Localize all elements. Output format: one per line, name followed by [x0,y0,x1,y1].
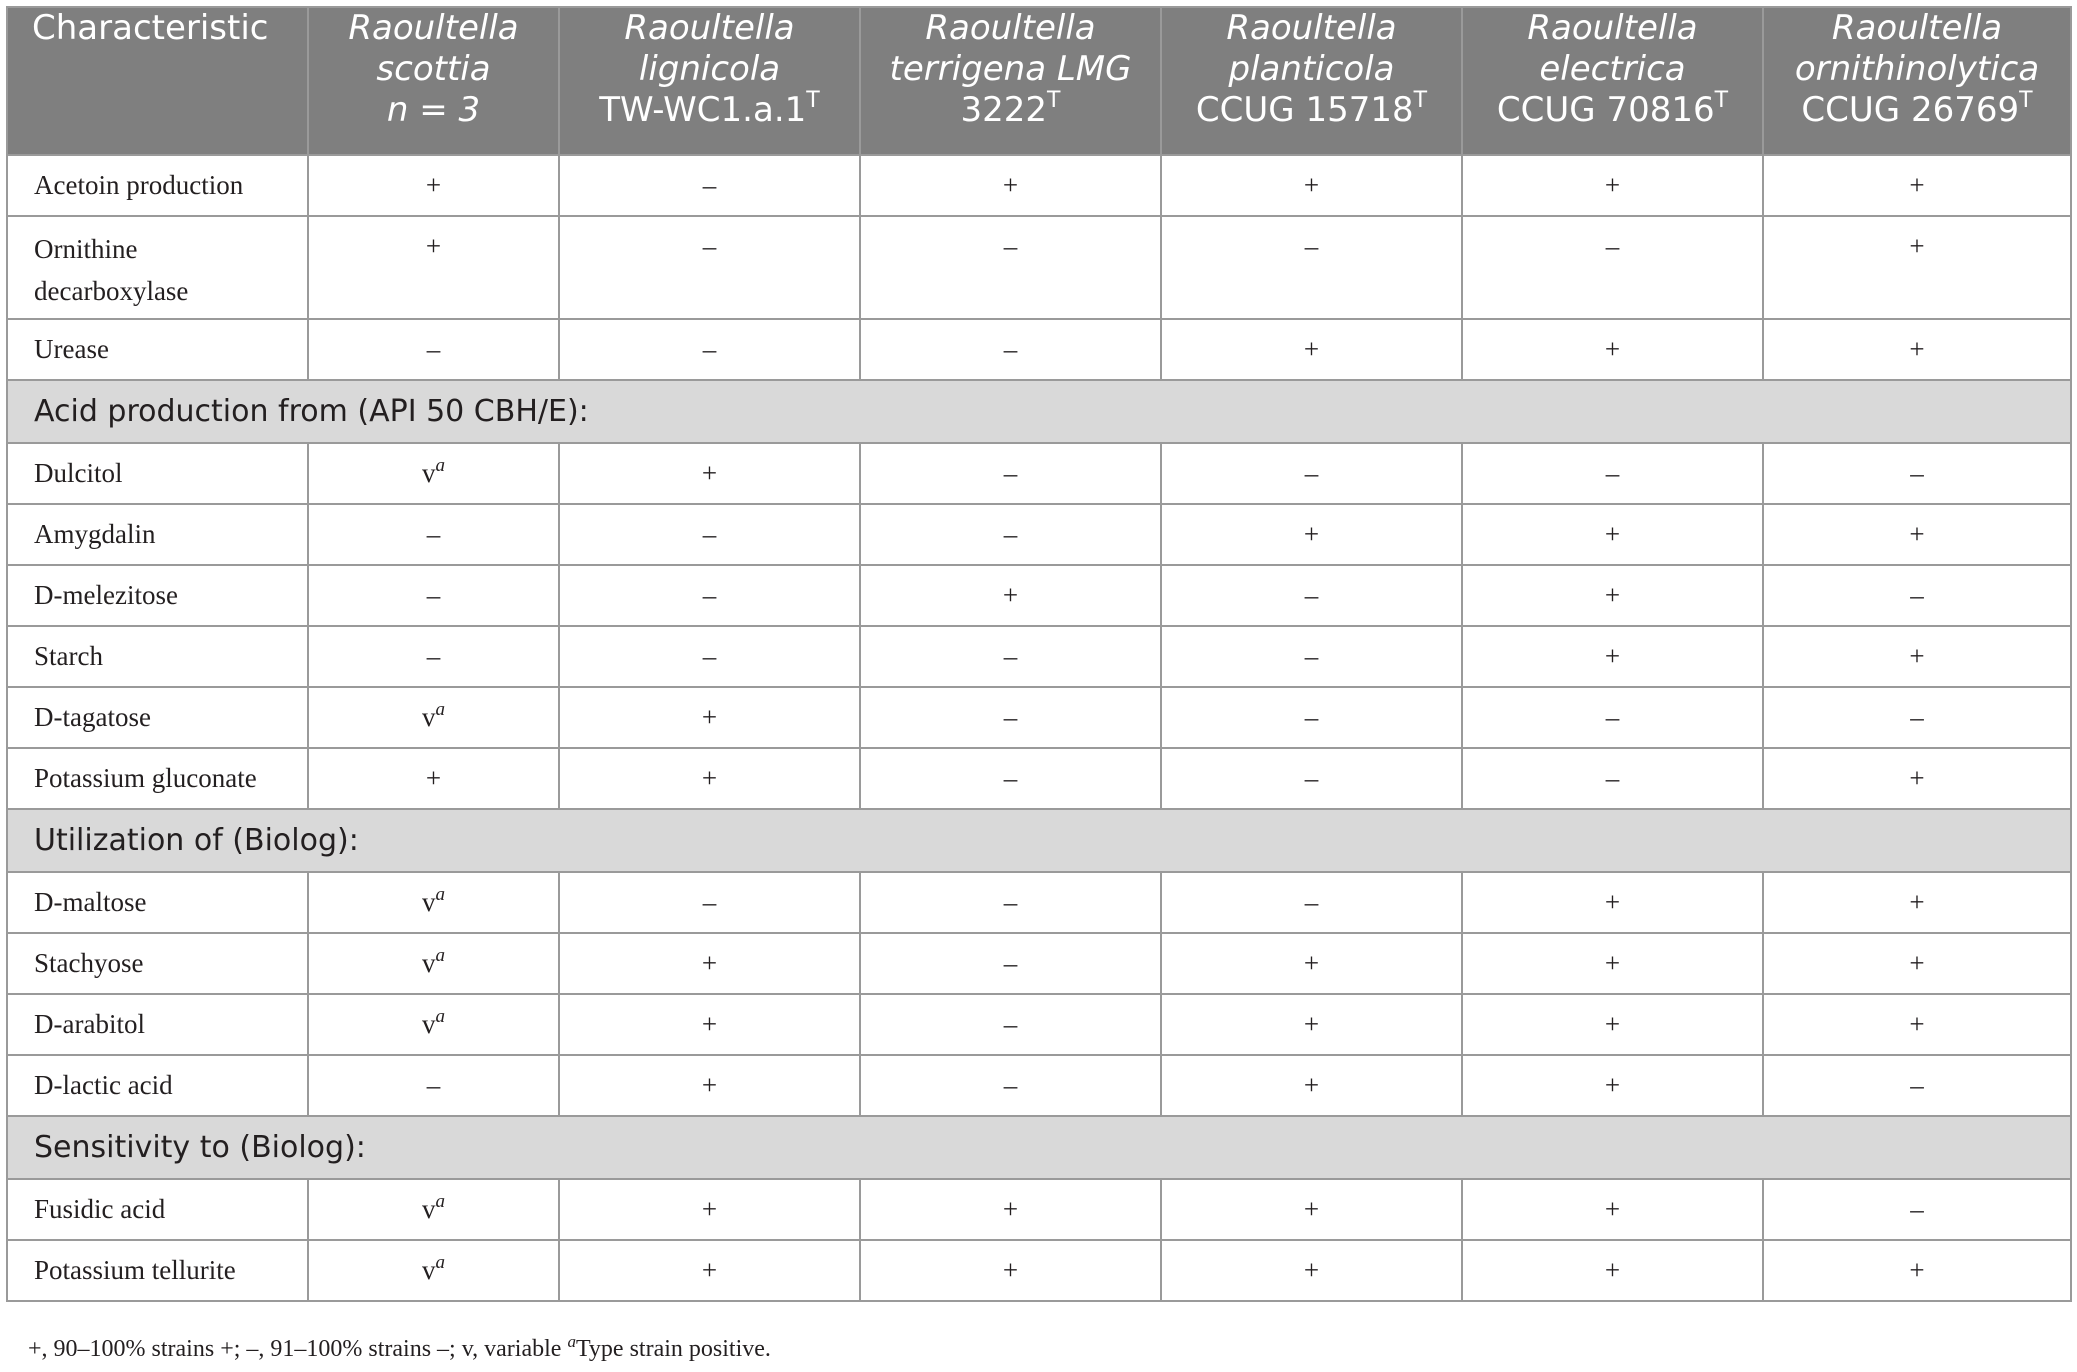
value-cell [559,155,860,216]
result-symbol: + [1909,763,1925,793]
species-genus: Raoultella [348,8,519,48]
value-cell [1462,1240,1763,1301]
trait-name-cell: Dulcitol [7,443,308,504]
result-symbol: + [701,1194,718,1224]
result-symbol: + [1002,170,1019,200]
result-symbol: + [1002,1194,1019,1224]
value-cell [559,687,860,748]
species-epithet: ornithinolytica [1794,49,2040,89]
value-cell [559,1179,860,1240]
species-epithet: planticola [1228,49,1395,89]
value-cell [1763,933,2071,994]
result-symbol: + [1604,948,1621,978]
table-row [7,872,2071,933]
value-cell [860,155,1161,216]
trait-name-cell: Potassium tellurite [7,1240,308,1301]
value-cell [1462,565,1763,626]
value-cell [1161,1055,1462,1116]
value-cell [308,504,559,565]
result-symbol: – [1003,763,1018,793]
variable-superscript: a [435,455,445,476]
result-symbol: + [1604,580,1621,610]
result-symbol: – [1003,641,1018,671]
value-cell [559,565,860,626]
result-symbol: + [1604,334,1621,364]
column-header-characteristic: Characteristic [7,7,308,155]
result-symbol: – [426,580,441,610]
section-header-row [7,1116,2071,1179]
result-symbol: + [1002,580,1019,610]
value-cell [1462,155,1763,216]
value-cell [308,565,559,626]
result-symbol: – [702,641,717,671]
footnote-superscript: a [567,1332,576,1351]
trait-name-cell: Ornithine decarboxylase [7,216,308,319]
result-symbol: + [701,763,718,793]
value-cell [1161,443,1462,504]
result-symbol: – [1003,458,1018,488]
value-cell [308,1240,559,1301]
value-cell [1763,319,2071,380]
strain-designation: CCUG 26769 [1801,90,2020,130]
result-symbol: – [1910,1070,1924,1100]
value-cell [1763,748,2071,809]
result-symbol: + [1909,1009,1925,1039]
value-cell [1763,626,2071,687]
strain-designation: CCUG 70816 [1496,90,1715,130]
result-symbol: v [422,702,436,732]
result-symbol: + [1303,170,1320,200]
type-strain-superscript: T [1413,88,1428,113]
value-cell [1763,565,2071,626]
value-cell [559,994,860,1055]
value-cell [1462,1179,1763,1240]
result-symbol: – [1003,1009,1018,1039]
species-genus: Raoultella [1831,8,2003,48]
strain-designation: n = 3 [386,90,481,130]
species-epithet: terrigena LMG [889,49,1132,89]
trait-name-cell: D-lactic acid [7,1055,308,1116]
value-cell [559,1055,860,1116]
species-genus: Raoultella [624,8,795,48]
result-symbol: – [1304,641,1319,671]
column-header-species [559,7,860,155]
value-cell [559,443,860,504]
table-row [7,1179,2071,1240]
value-cell [860,319,1161,380]
value-cell [559,626,860,687]
result-symbol: + [701,1070,718,1100]
strain-designation: TW-WC1.a.1 [599,90,807,130]
value-cell [308,687,559,748]
result-symbol: – [1003,948,1018,978]
value-cell [308,443,559,504]
result-symbol: – [1910,1194,1924,1224]
type-strain-superscript: T [806,88,820,113]
value-cell [1161,216,1462,319]
species-genus: Raoultella [1527,8,1698,48]
table-row [7,216,2071,319]
value-cell [1763,687,2071,748]
value-cell [1462,994,1763,1055]
table-row [7,155,2071,216]
type-strain-superscript: T [2019,88,2033,113]
species-epithet: electrica [1539,49,1686,89]
value-cell [1161,687,1462,748]
type-strain-superscript: T [1714,88,1729,113]
trait-name-cell: Amygdalin [7,504,308,565]
result-symbol: + [1002,1255,1019,1285]
result-symbol: + [1303,1194,1320,1224]
result-symbol: + [1909,887,1925,917]
variable-superscript: a [435,1191,445,1212]
value-cell [308,872,559,933]
footnote-text: +, 90–100% strains +; –, 91–100% strains –; v, variable [28,1336,568,1362]
result-symbol: + [1303,334,1320,364]
result-symbol: – [1003,231,1018,261]
value-cell [1161,872,1462,933]
result-symbol: – [1304,763,1319,793]
result-symbol: + [425,231,442,261]
table-body [7,155,2071,1301]
variable-superscript: a [435,1006,445,1027]
value-cell [1161,155,1462,216]
value-cell [860,626,1161,687]
value-cell [559,319,860,380]
value-cell [1161,504,1462,565]
value-cell [860,748,1161,809]
value-cell [1161,1240,1462,1301]
value-cell [1161,933,1462,994]
result-symbol: + [1604,519,1621,549]
value-cell [860,216,1161,319]
value-cell [1763,994,2071,1055]
result-symbol: + [1909,170,1925,200]
result-symbol: – [426,334,441,364]
column-header-species [860,7,1161,155]
trait-name-cell: Urease [7,319,308,380]
result-symbol: + [1909,1255,1925,1285]
value-cell [1763,1240,2071,1301]
value-cell [559,216,860,319]
value-cell [1462,748,1763,809]
column-header-species [308,7,559,155]
result-symbol: + [1604,641,1621,671]
result-symbol: + [1909,519,1925,549]
value-cell [1161,319,1462,380]
value-cell [308,216,559,319]
result-symbol: – [426,641,441,671]
trait-name-cell: D-maltose [7,872,308,933]
result-symbol: – [1003,334,1018,364]
result-symbol: – [1003,887,1018,917]
value-cell [1763,1179,2071,1240]
footnote-text-after: Type strain positive. [575,1336,771,1362]
result-symbol: + [1909,334,1925,364]
result-symbol: – [1003,519,1018,549]
header-row [7,7,2071,155]
value-cell [308,1179,559,1240]
table-row [7,748,2071,809]
species-epithet: lignicola [638,49,781,89]
value-cell [1161,994,1462,1055]
result-symbol: – [1605,702,1620,732]
species-epithet: scottia [376,49,491,89]
value-cell [1763,1055,2071,1116]
table-row [7,319,2071,380]
table-row [7,687,2071,748]
result-symbol: + [425,170,442,200]
value-cell [1161,565,1462,626]
result-symbol: + [1303,948,1320,978]
result-symbol: + [425,763,442,793]
result-symbol: + [1604,1009,1621,1039]
value-cell [559,933,860,994]
result-symbol: – [1003,702,1018,732]
result-symbol: – [1304,702,1319,732]
value-cell [308,994,559,1055]
value-cell [559,748,860,809]
result-symbol: – [702,887,717,917]
value-cell [1763,216,2071,319]
value-cell [860,565,1161,626]
trait-name-cell: D-arabitol [7,994,308,1055]
table-footnote [28,1332,771,1363]
value-cell [1462,504,1763,565]
value-cell [1462,443,1763,504]
result-symbol: – [1304,580,1319,610]
value-cell [860,933,1161,994]
result-symbol: – [1605,458,1620,488]
trait-name-cell: Acetoin production [7,155,308,216]
value-cell [559,504,860,565]
result-symbol: + [701,702,718,732]
table-row [7,1055,2071,1116]
variable-superscript: a [435,945,445,966]
value-cell [1462,872,1763,933]
value-cell [308,155,559,216]
trait-comparison-table [6,6,2072,1302]
value-cell [559,872,860,933]
strain-designation: CCUG 15718 [1195,90,1414,130]
value-cell [1763,504,2071,565]
result-symbol: – [1003,1070,1018,1100]
value-cell [1161,1179,1462,1240]
section-header: Sensitivity to (Biolog): [7,1116,2071,1179]
result-symbol: – [1304,458,1319,488]
result-symbol: – [702,170,717,200]
result-symbol: + [1909,948,1925,978]
value-cell [1161,626,1462,687]
trait-name-cell: Starch [7,626,308,687]
value-cell [860,872,1161,933]
species-genus: Raoultella [1226,8,1397,48]
column-header-species [1462,7,1763,155]
result-symbol: + [1303,1009,1320,1039]
variable-superscript: a [435,699,445,720]
result-symbol: + [1303,1255,1320,1285]
result-symbol: + [1604,1194,1621,1224]
result-symbol: + [701,948,718,978]
result-symbol: – [1304,231,1319,261]
column-header-species [1763,7,2071,155]
result-symbol: + [1604,1255,1621,1285]
value-cell [860,1179,1161,1240]
value-cell [860,687,1161,748]
value-cell [860,994,1161,1055]
result-symbol: + [1909,641,1925,671]
table-row [7,994,2071,1055]
value-cell [308,933,559,994]
value-cell [1462,1055,1763,1116]
value-cell [1763,155,2071,216]
value-cell [308,319,559,380]
value-cell [1462,626,1763,687]
result-symbol: – [426,519,441,549]
strain-designation: 3222 [960,90,1048,130]
table-row [7,565,2071,626]
result-symbol: – [426,1070,441,1100]
trait-name-cell: D-tagatose [7,687,308,748]
trait-name-cell: Potassium gluconate [7,748,308,809]
result-symbol: – [702,580,717,610]
result-symbol: – [1605,231,1620,261]
result-symbol: + [1909,231,1925,261]
result-symbol: + [1303,519,1320,549]
result-symbol: – [1910,580,1924,610]
variable-superscript: a [435,1252,445,1273]
trait-name-cell: Stachyose [7,933,308,994]
result-symbol: + [1604,170,1621,200]
result-symbol: v [422,1255,436,1285]
trait-name-cell: Fusidic acid [7,1179,308,1240]
value-cell [308,1055,559,1116]
result-symbol: – [702,519,717,549]
result-symbol: + [1604,1070,1621,1100]
result-symbol: – [1605,763,1620,793]
table-row [7,443,2071,504]
type-strain-superscript: T [1047,88,1061,113]
section-header: Acid production from (API 50 CBH/E): [7,380,2071,443]
value-cell [860,443,1161,504]
value-cell [860,1055,1161,1116]
result-symbol: v [422,887,436,917]
value-cell [1462,933,1763,994]
result-symbol: + [701,1255,718,1285]
section-header: Utilization of (Biolog): [7,809,2071,872]
value-cell [860,1240,1161,1301]
result-symbol: – [1910,458,1924,488]
column-header-species [1161,7,1462,155]
result-symbol: + [1303,1070,1320,1100]
section-header-row [7,809,2071,872]
value-cell [1763,872,2071,933]
result-symbol: v [422,1194,436,1224]
species-genus: Raoultella [925,8,1096,48]
result-symbol: + [701,458,718,488]
result-symbol: – [702,231,717,261]
value-cell [308,748,559,809]
value-cell [308,626,559,687]
value-cell [559,1240,860,1301]
result-symbol: v [422,458,436,488]
variable-superscript: a [435,884,445,905]
value-cell [1161,748,1462,809]
result-symbol: – [1304,887,1319,917]
result-symbol: + [1604,887,1621,917]
trait-name-cell: D-melezitose [7,565,308,626]
result-symbol: + [701,1009,718,1039]
table-row [7,933,2071,994]
value-cell [1462,216,1763,319]
result-symbol: v [422,1009,436,1039]
result-symbol: – [1910,702,1924,732]
value-cell [860,504,1161,565]
result-symbol: – [702,334,717,364]
section-header-row [7,380,2071,443]
table-row [7,504,2071,565]
table-row [7,1240,2071,1301]
value-cell [1462,319,1763,380]
result-symbol: v [422,948,436,978]
value-cell [1763,443,2071,504]
table-row [7,626,2071,687]
value-cell [1462,687,1763,748]
